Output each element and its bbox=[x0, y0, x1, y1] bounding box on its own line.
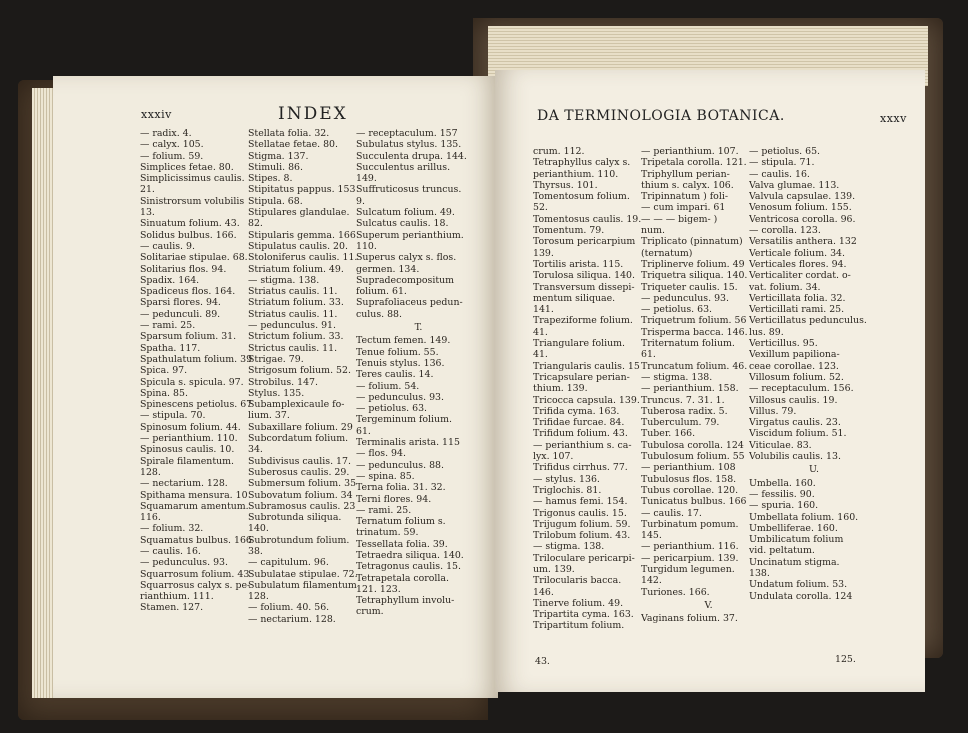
index-entry: Tomentosum folium. bbox=[533, 191, 630, 203]
index-entry: 41. bbox=[533, 349, 548, 361]
index-entry: Spina. 85. bbox=[140, 387, 188, 399]
index-entry: Tenuis stylus. 136. bbox=[356, 357, 445, 369]
index-entry: 128. bbox=[140, 466, 161, 478]
index-entry: um. 139. bbox=[533, 563, 575, 575]
index-entry: Squamarum amentum. bbox=[140, 500, 249, 512]
index-entry: Transversum dissepi- bbox=[533, 281, 635, 293]
index-entry: Uncinatum stigma. bbox=[749, 556, 840, 568]
index-entry: Stipitatus pappus. 153 bbox=[248, 184, 356, 196]
index-entry: — caulis. 16. bbox=[749, 168, 810, 180]
index-entry: Spirale filamentum. bbox=[140, 455, 235, 467]
index-entry: Turbinatum pomum. bbox=[641, 518, 739, 530]
index-entry: Spinescens petiolus. 67 bbox=[140, 399, 253, 411]
index-entry: Stoloniferus caulis. 11. bbox=[248, 252, 358, 264]
index-entry: Subovatum folium. 34 bbox=[248, 489, 353, 501]
index-entry: Stellata folia. 32. bbox=[248, 128, 330, 139]
index-entry: Truncatum folium. 46. bbox=[641, 360, 748, 372]
index-entry: Stipularis gemma. 166 bbox=[248, 229, 356, 241]
index-entry: — petiolus. 65. bbox=[749, 146, 821, 157]
index-entry: — stipula. 70. bbox=[140, 410, 206, 422]
index-entry: — stipula. 71. bbox=[749, 157, 815, 169]
index-entry: mentum siliquae. bbox=[533, 292, 616, 304]
left-page bbox=[53, 76, 498, 698]
index-entry: 140. bbox=[248, 523, 269, 535]
index-entry: Spadiceus flos. 164. bbox=[140, 286, 236, 298]
index-entry: Trifida cyma. 163. bbox=[533, 405, 620, 417]
index-entry: Solitarius flos. 94. bbox=[140, 263, 227, 275]
index-entry: Villosus caulis. 19. bbox=[749, 394, 838, 406]
index-entry: — folium. 59. bbox=[140, 150, 204, 162]
index-entry: Spadix. 164. bbox=[140, 274, 200, 286]
index-entry: 138. bbox=[749, 567, 770, 579]
index-entry: 110. bbox=[356, 240, 377, 252]
index-entry: Turiones. 166. bbox=[641, 586, 710, 598]
index-entry: lyx. 107. bbox=[533, 451, 574, 463]
index-entry: Tortilis arista. 115. bbox=[533, 258, 624, 270]
index-entry: 52. bbox=[533, 202, 548, 214]
index-entry: Subrotunda siliqua. bbox=[248, 512, 342, 524]
index-entry: trinatum. 59. bbox=[356, 527, 419, 539]
index-entry: germen. 134. bbox=[356, 263, 420, 275]
index-entry: Verticillati rami. 25. bbox=[749, 304, 845, 316]
index-entry: — caulis. 9. bbox=[140, 240, 195, 252]
index-entry: Verticillus. 95. bbox=[749, 338, 818, 350]
index-entry: Terna folia. 31. 32. bbox=[356, 482, 446, 494]
index-entry: Tectum femen. 149. bbox=[356, 335, 451, 347]
index-entry: Stipes. 8. bbox=[248, 173, 293, 185]
index-entry: 61. bbox=[356, 425, 371, 437]
index-entry: Suberosus caulis. 29. bbox=[248, 466, 350, 478]
index-entry: num. bbox=[641, 225, 665, 237]
index-entry: — cum impari. 61 bbox=[641, 202, 726, 214]
index-entry: Trilocularis bacca. bbox=[533, 575, 622, 587]
index-entry: — calyx. 105. bbox=[140, 139, 204, 151]
index-entry: 13. bbox=[140, 207, 155, 219]
index-entry: Tinerve folium. 49. bbox=[533, 597, 624, 609]
index-entry: 121. 123. bbox=[356, 583, 401, 595]
index-entry: 9. bbox=[356, 195, 365, 207]
index-entry: Tunicatus bulbus. 166 bbox=[641, 496, 747, 508]
index-entry: Trilobum folium. 43. bbox=[533, 530, 631, 542]
index-entry: — pedunculus. 91. bbox=[248, 320, 336, 332]
index-entry: Trigonus caulis. 15. bbox=[533, 507, 627, 519]
index-entry: Sparsum folium. 31. bbox=[140, 331, 237, 343]
index-entry: Tripartitum folium. bbox=[533, 620, 625, 632]
index-entry: — nectarium. 128. bbox=[248, 613, 336, 625]
index-entry: Succulentus arillus. bbox=[356, 161, 451, 173]
index-entry: 149. bbox=[356, 173, 377, 185]
index-entry: Tomentum. 79. bbox=[533, 225, 605, 237]
index-entry: Spinosum folium. 44. bbox=[140, 421, 241, 433]
index-entry: Tetraedra siliqua. 140. bbox=[356, 549, 464, 561]
index-entry: vid. peltatum. bbox=[749, 545, 815, 557]
index-entry: Tenue folium. 55. bbox=[356, 346, 439, 358]
index-entry: Solitariae stipulae. 68. bbox=[140, 252, 248, 264]
index-entry: Tetrapetala corolla. bbox=[356, 572, 449, 584]
index-entry: Triglochis. 81. bbox=[533, 484, 602, 496]
index-entry: Striatus caulis. 11. bbox=[248, 286, 338, 298]
index-entry: Spica. 97. bbox=[140, 365, 188, 377]
index-entry: Subulatus stylus. 135. bbox=[356, 139, 462, 151]
section-letter: V. bbox=[704, 599, 713, 611]
index-entry: Sulcatus caulis. 18. bbox=[356, 218, 449, 230]
index-entry: Viticulae. 83. bbox=[749, 439, 812, 451]
index-entry: — pedunculus. 93. bbox=[356, 391, 444, 403]
index-entry: Triangulare folium. bbox=[533, 338, 626, 350]
index-entry: Terni flores. 94. bbox=[356, 493, 432, 505]
index-entry: Trijugum folium. 59. bbox=[533, 518, 631, 530]
index-entry: Tricapsulare perian- bbox=[533, 371, 630, 383]
index-entry: 21. bbox=[140, 184, 155, 196]
index-entry: Subramosus caulis. 23 bbox=[248, 500, 356, 512]
index-entry: Striatum folium. 49. bbox=[248, 263, 344, 275]
index-entry: Spicula s. spicula. 97. bbox=[140, 376, 244, 388]
index-entry: Triangularis caulis. 15 bbox=[533, 360, 640, 372]
index-entry: Virgatus caulis. 23. bbox=[749, 417, 841, 429]
index-entry: Trifidum folium. 43. bbox=[533, 428, 628, 440]
index-entry: Spinosus caulis. 10. bbox=[140, 444, 235, 456]
index-entry: — receptaculum. 157 bbox=[356, 128, 458, 139]
index-entry: (ternatum) bbox=[641, 247, 693, 259]
index-entry: Solidus bulbus. 166. bbox=[140, 229, 237, 241]
index-entry: — pedunculus. 93. bbox=[641, 292, 729, 304]
index-entry: Ternatum folium s. bbox=[356, 516, 446, 528]
index-entry: Tripetala corolla. 121. bbox=[641, 157, 747, 169]
index-entry: Tetraphyllus calyx s. bbox=[533, 157, 631, 169]
index-entry: Spatha. 117. bbox=[140, 342, 201, 354]
index-entry: 128. bbox=[248, 591, 269, 603]
index-entry: — perianthium. 158. bbox=[641, 383, 739, 395]
index-entry: — — — bigem- ) bbox=[641, 213, 718, 225]
index-entry: — rami. 25. bbox=[356, 504, 412, 516]
index-entry: Triloculare pericarpi- bbox=[533, 552, 635, 564]
section-letter: T. bbox=[414, 322, 423, 334]
left-page-number: xxxiv bbox=[141, 108, 172, 121]
index-entry: 141. bbox=[533, 304, 554, 316]
index-entry: — caulis. 16. bbox=[140, 545, 201, 557]
catchword: 43. bbox=[535, 656, 550, 667]
index-entry: Strobilus. 147. bbox=[248, 376, 318, 388]
index-entry: Vaginans folium. 37. bbox=[641, 613, 738, 625]
index-entry: Tomentosus caulis. 19. bbox=[533, 213, 642, 225]
index-entry: — receptaculum. 156. bbox=[749, 383, 854, 395]
index-entry: Simplices fetae. 80. bbox=[140, 161, 234, 173]
index-entry: thium s. calyx. 106. bbox=[641, 179, 734, 191]
index-entry: Tetraphyllum involu- bbox=[356, 595, 455, 607]
index-entry: — folium. 32. bbox=[140, 523, 204, 535]
index-entry: Verticaliter cordat. o- bbox=[749, 270, 851, 282]
index-entry: Tuberosa radix. 5. bbox=[641, 405, 728, 417]
index-entry: — rami. 25. bbox=[140, 320, 196, 332]
index-entry: Umbellata folium. 160. bbox=[749, 511, 859, 523]
index-entry: 146. bbox=[533, 586, 554, 598]
index-entry: — perianthium. 116. bbox=[641, 541, 739, 553]
index-entry: Venosum folium. 155. bbox=[749, 202, 852, 214]
index-entry: Tripinnatum ) foli- bbox=[641, 191, 728, 203]
index-entry: 116. bbox=[140, 512, 161, 524]
index-entry: Stipula. 68. bbox=[248, 195, 303, 207]
index-entry: Tubulosum folium. 55 bbox=[641, 451, 745, 463]
index-entry: Subcordatum folium. bbox=[248, 433, 349, 445]
bottom-page-number: 125. bbox=[835, 654, 856, 665]
index-entry: — corolla. 123. bbox=[749, 225, 821, 237]
index-entry: — stylus. 136. bbox=[533, 473, 600, 485]
index-entry: Stipulatus caulis. 20. bbox=[248, 240, 348, 252]
index-entry: Superum perianthium. bbox=[356, 229, 464, 241]
index-entry: — pedunculi. 89. bbox=[140, 308, 221, 320]
index-entry: Stigma. 137. bbox=[248, 150, 309, 162]
index-entry: Tessellata folia. 39. bbox=[356, 538, 448, 550]
index-entry: Tricocca capsula. 139. bbox=[533, 394, 640, 406]
index-entry: Stipulares glandulae. bbox=[248, 207, 350, 219]
index-entry: Undatum folium. 53. bbox=[749, 579, 848, 591]
left-column-3 bbox=[356, 128, 481, 618]
index-entry: Teres caulis. 14. bbox=[356, 369, 434, 381]
index-entry: Tuber. 166. bbox=[641, 428, 696, 440]
index-entry: Succulenta drupa. 144. bbox=[356, 150, 467, 162]
index-entry: Turgidum legumen. bbox=[641, 563, 735, 575]
index-entry: 41. bbox=[533, 326, 548, 338]
index-entry: Triplinerve folium. 49 bbox=[641, 258, 745, 270]
index-entry: — capitulum. 96. bbox=[248, 557, 329, 569]
index-entry: 142. bbox=[641, 575, 662, 587]
index-entry: crum. 112. bbox=[533, 146, 585, 157]
index-entry: Verticillata folia. 32. bbox=[749, 292, 846, 304]
index-entry: Verticale folium. 34. bbox=[749, 247, 845, 259]
index-entry: Subrotundum folium. bbox=[248, 534, 350, 546]
index-entry: Subulatae stipulae. 72. bbox=[248, 568, 358, 580]
right-page-title: DA TERMINOLOGIA BOTANICA. bbox=[537, 108, 785, 124]
right-page bbox=[495, 70, 925, 692]
index-entry: Torosum pericarpium bbox=[533, 236, 636, 248]
index-entry: — perianthium. 110. bbox=[140, 433, 238, 445]
index-entry: 145. bbox=[641, 530, 662, 542]
index-entry: Spathulatum folium. 39 bbox=[140, 353, 253, 365]
index-entry: Triquetrum folium. 56 bbox=[641, 315, 747, 327]
index-entry: Verticillatus pedunculus. bbox=[749, 315, 867, 327]
index-entry: Trifidus cirrhus. 77. bbox=[533, 462, 628, 474]
index-entry: 82. bbox=[248, 218, 263, 230]
index-entry: Spithama mensura. 10 bbox=[140, 489, 248, 501]
index-entry: rianthium. 111. bbox=[140, 591, 214, 603]
index-entry: Subaxillare folium. 29 bbox=[248, 421, 353, 433]
index-entry: Subdivisus caulis. 17. bbox=[248, 455, 351, 467]
index-entry: — spina. 85. bbox=[356, 470, 415, 482]
index-entry: Supradecompositum bbox=[356, 274, 455, 286]
index-entry: Stamen. 127. bbox=[140, 602, 204, 614]
index-entry: Subulatum filamentum bbox=[248, 579, 357, 591]
index-entry: 61. bbox=[641, 349, 656, 361]
index-entry: Tubus corollae. 120. bbox=[641, 484, 739, 496]
index-entry: Thyrsus. 101. bbox=[533, 179, 598, 191]
index-entry: Triphyllum perian- bbox=[641, 168, 730, 180]
index-entry: — nectarium. 128. bbox=[140, 478, 228, 490]
index-entry: Squarrosum folium. 43 bbox=[140, 568, 250, 580]
index-entry: Subamplexicaule fo- bbox=[248, 399, 345, 411]
index-entry: Tetragonus caulis. 15. bbox=[356, 561, 461, 573]
index-entry: lium. 37. bbox=[248, 410, 290, 422]
index-entry: Villus. 79. bbox=[749, 405, 797, 417]
index-entry: Undulata corolla. 124 bbox=[749, 590, 853, 602]
index-entry: Trifidae furcae. 84. bbox=[533, 417, 625, 429]
index-entry: crum. bbox=[356, 606, 384, 618]
index-entry: thium. 139. bbox=[533, 383, 588, 395]
index-entry: folium. 61. bbox=[356, 286, 407, 298]
index-entry: lus. 89. bbox=[749, 326, 784, 338]
open-book bbox=[18, 18, 943, 718]
index-entry: — pedunculus. 93. bbox=[140, 557, 228, 569]
index-entry: — fessilis. 90. bbox=[749, 488, 815, 500]
section-letter: U. bbox=[808, 464, 820, 476]
index-entry: Triqueter caulis. 15. bbox=[641, 281, 738, 293]
index-entry: — petiolus. 63. bbox=[641, 304, 713, 316]
index-entry: Valvula capsulae. 139. bbox=[749, 191, 856, 203]
index-entry: perianthium. 110. bbox=[533, 168, 619, 180]
index-entry: Viscidum folium. 51. bbox=[749, 428, 847, 440]
index-entry: Vexillum papiliona- bbox=[749, 349, 840, 361]
index-entry: Verticales flores. 94. bbox=[749, 258, 847, 270]
index-entry: Umbella. 160. bbox=[749, 477, 816, 489]
index-entry: — stigma. 138. bbox=[533, 541, 605, 553]
index-entry: — perianthium s. ca- bbox=[533, 439, 632, 451]
index-entry: Triplicato (pinnatum) bbox=[641, 236, 743, 248]
index-entry: Villosum folium. 52. bbox=[749, 371, 844, 383]
index-entry: Umbelliferae. 160. bbox=[749, 522, 838, 534]
index-entry: — folium. 54. bbox=[356, 380, 420, 392]
index-entry: Trapeziforme folium. bbox=[533, 315, 633, 327]
index-entry: Valva glumae. 113. bbox=[749, 179, 840, 191]
index-entry: ceae corollae. 123. bbox=[749, 360, 839, 372]
index-entry: Versatilis anthera. 132 bbox=[749, 236, 857, 248]
index-entry: Tripartita cyma. 163. bbox=[533, 609, 634, 621]
index-entry: Superus calyx s. flos. bbox=[356, 252, 457, 264]
index-entry: — radix. 4. bbox=[140, 128, 192, 139]
index-entry: Strigosum folium. 52. bbox=[248, 365, 351, 377]
index-entry: culus. 88. bbox=[356, 308, 403, 320]
index-entry: Volubilis caulis. 13. bbox=[749, 451, 841, 463]
index-entry: Squamatus bulbus. 166 bbox=[140, 534, 252, 546]
index-entry: — pedunculus. 88. bbox=[356, 459, 444, 471]
index-entry: — hamus femi. 154. bbox=[533, 496, 628, 508]
index-entry: — petiolus. 63. bbox=[356, 403, 428, 415]
index-entry: — stigma. 138. bbox=[641, 371, 713, 383]
index-entry: Ventricosa corolla. 96. bbox=[749, 213, 856, 225]
index-entry: Stimuli. 86. bbox=[248, 161, 303, 173]
index-entry: Striatus caulis. 11. bbox=[248, 308, 338, 320]
index-entry: 34. bbox=[248, 444, 263, 456]
index-entry: Tubulosus flos. 158. bbox=[641, 473, 737, 485]
index-entry: Simplicissimus caulis. bbox=[140, 173, 245, 185]
index-entry: Stellatae fetae. 80. bbox=[248, 139, 339, 151]
index-entry: Terminalis arista. 115 bbox=[356, 437, 460, 449]
index-entry: — stigma. 138. bbox=[248, 274, 320, 286]
index-entry: — perianthium. 108 bbox=[641, 462, 736, 474]
index-entry: Umbilicatum folium bbox=[749, 534, 844, 546]
index-entry: Trisperma bacca. 146. bbox=[641, 326, 748, 338]
index-entry: 139. bbox=[533, 247, 554, 259]
index-entry: — caulis. 17. bbox=[641, 507, 702, 519]
right-page-number: xxxv bbox=[880, 112, 907, 125]
index-entry: — pericarpium. 139. bbox=[641, 552, 739, 564]
right-column-3 bbox=[749, 146, 879, 602]
index-entry: — flos. 94. bbox=[356, 448, 406, 460]
index-entry: Sinistrorsum volubilis bbox=[140, 195, 245, 207]
index-entry: Tuberculum. 79. bbox=[641, 417, 720, 429]
index-entry: Torulosa siliqua. 140. bbox=[533, 270, 635, 282]
index-entry: Striatum folium. 33. bbox=[248, 297, 344, 309]
index-entry: Tubulosa corolla. 124 bbox=[641, 439, 744, 451]
index-entry: Strigae. 79. bbox=[248, 353, 304, 365]
index-entry: — folium. 40. 56. bbox=[248, 602, 330, 614]
index-entry: Sparsi flores. 94. bbox=[140, 297, 221, 309]
index-entry: Sinuatum folium. 43. bbox=[140, 218, 240, 230]
index-entry: Sulcatum folium. 49. bbox=[356, 207, 455, 219]
index-entry: — spuria. 160. bbox=[749, 500, 819, 512]
index-entry: Suprafoliaceus pedun- bbox=[356, 297, 463, 309]
index-entry: Truncus. 7. 31. 1. bbox=[641, 394, 725, 406]
index-entry: Triternatum folium. bbox=[641, 338, 735, 350]
index-entry: Suffruticosus truncus. bbox=[356, 184, 462, 196]
index-entry: vat. folium. 34. bbox=[749, 281, 821, 293]
index-entry: 38. bbox=[248, 545, 263, 557]
index-entry: Triquetra siliqua. 140. bbox=[641, 270, 748, 282]
index-entry: Tergeminum folium. bbox=[356, 414, 452, 426]
left-page-title: INDEX bbox=[278, 104, 348, 124]
index-entry: — perianthium. 107. bbox=[641, 146, 739, 157]
index-entry: Stylus. 135. bbox=[248, 387, 305, 399]
index-entry: Submersum folium. 35 bbox=[248, 478, 357, 490]
index-entry: Strictum folium. 33. bbox=[248, 331, 344, 343]
index-entry: Strictus caulis. 11. bbox=[248, 342, 338, 354]
index-entry: Squarrosus calyx s. pe- bbox=[140, 579, 251, 591]
